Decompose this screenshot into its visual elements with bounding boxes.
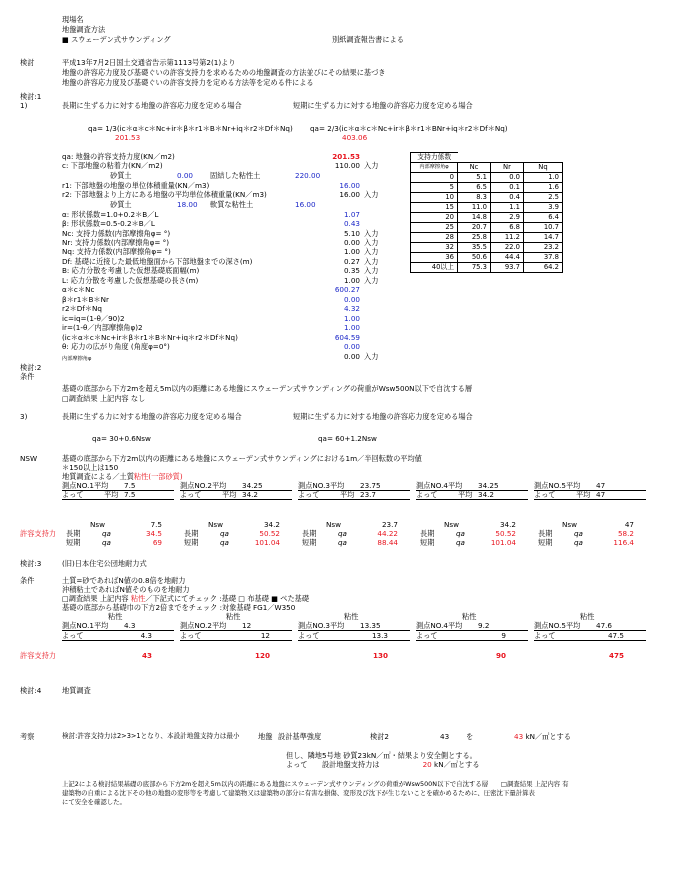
k3-cond-2: 沖積粘土であればN値そのものを地耐力 <box>62 585 190 594</box>
consider-line-3-post: kN／㎡とする <box>434 760 480 769</box>
k1-param-value: 1.00 <box>343 323 360 332</box>
k3-allow-value: 43 <box>141 651 152 660</box>
table-row <box>411 203 563 213</box>
allow-long-value: 50.52 <box>495 529 516 538</box>
table-title: 支持力係数 <box>411 153 458 163</box>
table-cell: 8.3 <box>458 193 491 203</box>
allow-nsw-label: Nsw <box>444 520 459 529</box>
table-row <box>411 193 563 203</box>
nsw-avg-value: 7.5 <box>124 490 136 499</box>
table-cell: 20.7 <box>458 223 491 233</box>
k3-cond-label: 条件 <box>20 576 35 585</box>
k1-param-value: 0.00 <box>343 238 360 247</box>
consider-label: 考察 <box>20 732 35 741</box>
allow-nsw-label: Nsw <box>90 520 105 529</box>
k1-param-label: β＊r1＊B＊Nr <box>62 295 109 304</box>
nsw-avg-word: 平均 <box>104 490 119 499</box>
nsw-avg-prefix: よって <box>298 490 320 499</box>
k1-param-value: 1.00 <box>343 276 360 285</box>
allow-long-label: 長期 <box>538 529 553 538</box>
nsw-avg-prefix: よって <box>62 490 84 499</box>
k1-sand2-label: 砂質土 <box>110 200 132 209</box>
k3-allow-value: 90 <box>495 651 506 660</box>
table-cell: 75.3 <box>458 263 491 273</box>
k1-sand-value: 0.00 <box>177 171 194 180</box>
k4-label: 検討:4 <box>20 686 42 695</box>
k3-avg-rule <box>180 640 292 641</box>
nsw-avg-word: 平均 <box>340 490 355 499</box>
nsw-avg-rule <box>180 499 292 500</box>
k3-point-name: 測点NO.5平均 <box>534 621 581 630</box>
k3-avg-rule <box>62 640 174 641</box>
k1-param-value: 5.10 <box>343 229 360 238</box>
allow-nsw-value: 34.2 <box>263 520 280 529</box>
nsw-point-name: 測点NO.2平均 <box>180 481 227 490</box>
allow-short-label: 短期 <box>184 538 199 547</box>
table-cell: 6.4 <box>524 213 563 223</box>
consider-unit: kN／㎡とする <box>525 732 571 741</box>
consider-val-red: 43 <box>514 732 524 741</box>
allow-long-label: 長期 <box>420 529 435 538</box>
k3-avg-prefix: よって <box>180 631 202 640</box>
nsw-point-name: 測点NO.1平均 <box>62 481 109 490</box>
table-cell: 1.0 <box>524 173 563 183</box>
table-row <box>411 263 563 273</box>
k1-param-input: 入力 <box>364 352 379 361</box>
k1-param-value: 0.00 <box>343 352 360 361</box>
allow-qa-long: qa <box>220 529 229 538</box>
table-cell: 3.9 <box>524 203 563 213</box>
nsw-avg-prefix: よって <box>534 490 556 499</box>
nsw-point-value: 7.5 <box>124 481 136 490</box>
table-row <box>411 183 563 193</box>
k3-point-value: 4.3 <box>124 621 136 630</box>
allow-nsw-value: 34.2 <box>499 520 516 529</box>
allow-qa-short: qa <box>102 538 111 547</box>
k3-soil-word: 粘性 <box>580 612 595 621</box>
k3-soil-word: 粘性 <box>226 612 241 621</box>
nsw-avg-word: 平均 <box>222 490 237 499</box>
table-cell: 0.4 <box>491 193 524 203</box>
k3-soil-word: 粘性 <box>462 612 477 621</box>
k3-avg-rule <box>298 640 410 641</box>
k1-result-long: 201.53 <box>115 133 141 142</box>
k3-cond-3-post: ／下記式にてチェック :基礎 □ 布基礎 ■ べた基礎 <box>145 594 310 603</box>
table-header-nr: Nr <box>491 163 524 173</box>
table-row <box>411 253 563 263</box>
k1-param-input: 入力 <box>364 276 379 285</box>
allow-nsw-label: Nsw <box>208 520 223 529</box>
k1-param-value: 0.27 <box>343 257 360 266</box>
k3-point-name: 測点NO.3平均 <box>298 621 345 630</box>
k1-label: 検討:1 <box>20 92 42 101</box>
nsw-label: NSW <box>20 454 38 463</box>
k1-param-input: 入力 <box>364 247 379 256</box>
table-cell: 93.7 <box>491 263 524 273</box>
table-cell: 6.5 <box>458 183 491 193</box>
k1-param-input: 入力 <box>364 161 379 170</box>
k3-point-name: 測点NO.2平均 <box>180 621 227 630</box>
k1-param-label: Nc: 支持力係数(内部摩擦角φ= °) <box>62 229 171 238</box>
consider-design-value: 20 <box>422 760 432 769</box>
k1-param-label: ic=iq=(1-θ／90)2 <box>62 314 125 323</box>
k1-param-label: r2: 下部地盤より上方にある地盤の平均単位体積重量(KN／m3) <box>62 190 267 199</box>
allow-nsw-label: Nsw <box>562 520 577 529</box>
nsw-avg-word: 平均 <box>576 490 591 499</box>
consider-para-2: 建築物の自重による沈下その他の地盤の変形等を考慮して建築物又は建築物の部分に有害な損傷、変形及び沈下が生じないことを確かめるために、圧密沈下量計算表 <box>62 789 535 797</box>
nsw-avg-value: 34.2 <box>478 490 495 499</box>
allow-qa-short: qa <box>574 538 583 547</box>
nsw-soil-value: 粘性(一部砂質) <box>133 472 183 481</box>
nsw-avg-prefix: よって <box>416 490 438 499</box>
k1-clay2-value: 16.00 <box>295 200 316 209</box>
k1-sand-label: 砂質土 <box>110 171 132 180</box>
table-cell: 2.9 <box>491 213 524 223</box>
nsw-point-value: 23.75 <box>360 481 381 490</box>
k2-cond-1: 基礎の底部から下方2mを超え5m以内の距離にある地盤にスウェーデン式サウンディングの荷重がWsw500N以下で自沈する層 <box>62 384 473 393</box>
k3-cond-3-pre: □調査結果 上記内容 <box>62 594 129 603</box>
site-name-label: 現場名 <box>62 15 84 24</box>
allow-qa-short: qa <box>338 538 347 547</box>
allow-short-value: 116.4 <box>613 538 634 547</box>
allow-qa-long: qa <box>574 529 583 538</box>
allow-long-value: 44.22 <box>377 529 398 538</box>
k3-point-value: 13.35 <box>360 621 381 630</box>
review-label: 検討 <box>20 58 35 67</box>
consider-line-3 <box>286 761 480 769</box>
allow-short-label: 短期 <box>66 538 81 547</box>
k2-label: 検討:2 <box>20 363 42 372</box>
table-cell: 1.6 <box>524 183 563 193</box>
table-row <box>411 243 563 253</box>
separate-report-note: 別紙調査報告書による <box>332 35 404 44</box>
table-cell: 5.1 <box>458 173 491 183</box>
consider-conclusion <box>514 733 571 741</box>
k1-formula-long: qa= 1/3(ic＊α＊c＊Nc+ir＊β＊r1＊B＊Nr+iq＊r2＊Df＊Nq) <box>88 124 293 133</box>
table-cell: 36 <box>411 253 458 263</box>
k1-short-desc: 短期に生ずる力に対する地盤の許容応力度を定める場合 <box>293 101 473 110</box>
nsw-avg-word: 平均 <box>458 490 473 499</box>
k3-point-value: 12 <box>242 621 252 630</box>
k1-param-label: Nq: 支持力係数(内部摩擦角φ= °) <box>62 247 171 256</box>
k3-point-value: 47.6 <box>596 621 613 630</box>
nsw-point-name: 測点NO.3平均 <box>298 481 345 490</box>
k1-param-input: 入力 <box>364 229 379 238</box>
k3-avg-prefix: よって <box>534 631 556 640</box>
table-cell: 15 <box>411 203 458 213</box>
allow-long-label: 長期 <box>66 529 81 538</box>
bearing-coefficient-table <box>410 152 563 273</box>
table-cell: 10.7 <box>524 223 563 233</box>
k1-param-input: 入力 <box>364 190 379 199</box>
table-cell: 6.8 <box>491 223 524 233</box>
k1-param-value: 1.07 <box>343 210 360 219</box>
nsw-desc: 基礎の底部から下方2m以内の距離にある地盤にスウェーデン式サウンディングにおける1m／半回転数の平均値 <box>62 454 422 463</box>
k2-cond-label: 条件 <box>20 372 35 381</box>
table-cell: 35.5 <box>458 243 491 253</box>
consider-std: 設計基準強度 <box>278 732 322 741</box>
consider-line-3-pre: よって 設計地盤支持力は <box>286 760 380 769</box>
k1-param-value: 0.35 <box>343 266 360 275</box>
allow-short-label: 短期 <box>302 538 317 547</box>
review-line-3: 地盤の許容応力度及び基礎ぐいの許容支持力を定める方法等を定める件による <box>62 78 314 87</box>
allow-long-label: 長期 <box>184 529 199 538</box>
k3-cond-4: 基礎の底部から基礎巾の下方2倍までをチェック :対象基礎 FG1／W350 <box>62 603 296 612</box>
table-cell: 32 <box>411 243 458 253</box>
k1-sand2-value: 18.00 <box>177 200 198 209</box>
nsw-point-value: 47 <box>596 481 606 490</box>
table-row <box>411 223 563 233</box>
k1-param-label: α: 形状係数=1.0+0.2＊B／L <box>62 210 159 219</box>
table-phi-header: 内部摩擦角φ <box>411 163 458 173</box>
table-header-nq: Nq <box>524 163 563 173</box>
k3-cond-1: 土質=砂であればN値の0.8倍を地耐力 <box>62 576 186 585</box>
allow-qa-long: qa <box>102 529 111 538</box>
nsw-soil-prefix: 地質調査による／土質 <box>62 472 134 481</box>
k3-avg-prefix: よって <box>62 631 84 640</box>
nsw-avg-prefix: よって <box>180 490 202 499</box>
k1-param-value: 0.00 <box>343 342 360 351</box>
nsw-avg-rule <box>534 499 646 500</box>
allow-nsw-label: Nsw <box>326 520 341 529</box>
k3-soil-word: 粘性 <box>108 612 123 621</box>
k3-avg-prefix: よって <box>416 631 438 640</box>
table-cell: 11.0 <box>458 203 491 213</box>
k1-long-desc: 長期に生ずる力に対する地盤の許容応力度を定める場合 <box>62 101 242 110</box>
allow-nsw-value: 7.5 <box>150 520 162 529</box>
table-row <box>411 233 563 243</box>
k3-point-name: 測点NO.4平均 <box>416 621 463 630</box>
k1-param-label: L: 応力分散を考慮した仮想基礎の長さ(m) <box>62 276 199 285</box>
k1-param-value: 1.00 <box>343 314 360 323</box>
allow-long-label: 長期 <box>302 529 317 538</box>
k2-long-desc: 長期に生ずる力に対する地盤の許容応力度を定める場合 <box>62 412 242 421</box>
k3-allow-value: 120 <box>254 651 270 660</box>
k1-param-label: B: 応力分散を考慮した仮想基礎底面幅(m) <box>62 266 200 275</box>
k3-allow-value: 130 <box>372 651 388 660</box>
k1-param-label: Nr: 支持力係数(内部摩擦角φ= °) <box>62 238 170 247</box>
k1-param-label: (ic＊α＊c＊Nc+ir＊β＊r1＊B＊Nr+iq＊r2＊Df＊Nq) <box>62 333 238 342</box>
k1-param-label: α＊c＊Nc <box>62 285 95 294</box>
k1-param-value: 201.53 <box>332 152 360 161</box>
allow-short-value: 101.04 <box>254 538 280 547</box>
table-cell: 1.1 <box>491 203 524 213</box>
method-label: 地盤調査方法 <box>62 25 106 34</box>
allow-short-label: 短期 <box>538 538 553 547</box>
k1-param-label: θ: 応力の広がり角度 (角度φ=0°) <box>62 342 170 351</box>
consider-lead: 検討:許容支持力は2>3>1となり、本設計地盤支持力は最小 <box>62 732 240 740</box>
table-cell: 28 <box>411 233 458 243</box>
nsw-note: ＊150以上は150 <box>62 463 119 472</box>
nsw-avg-value: 23.7 <box>360 490 377 499</box>
k2-short-desc: 短期に生ずる力に対する地盤の許容応力度を定める場合 <box>293 412 473 421</box>
k1-formula-short: qa= 2/3(ic＊α＊c＊Nc+ir＊β＊r1＊BNr+iq＊r2＊Df＊Nq) <box>310 124 508 133</box>
consider-para-3: にて安全を確認した。 <box>62 798 126 806</box>
table-cell: 25.8 <box>458 233 491 243</box>
table-cell: 10 <box>411 193 458 203</box>
allow-nsw-value: 47 <box>624 520 634 529</box>
allow-qa-short: qa <box>456 538 465 547</box>
table-cell: 11.2 <box>491 233 524 243</box>
table-row <box>411 213 563 223</box>
table-cell: 64.2 <box>524 263 563 273</box>
allow-short-value: 88.44 <box>377 538 398 547</box>
k2-num: 3) <box>20 412 28 421</box>
k3-cond-3-soil: 粘性 <box>130 594 146 603</box>
k3-allow-value: 475 <box>608 651 624 660</box>
k2-cond-2: □調査結果 上記内容 なし <box>62 394 146 403</box>
table-cell: 0.1 <box>491 183 524 193</box>
k1-param-input: 入力 <box>364 266 379 275</box>
k3-avg-rule <box>416 640 528 641</box>
k3-point-name: 測点NO.1平均 <box>62 621 109 630</box>
k3-point-value: 9.2 <box>478 621 490 630</box>
k1-param-input: 入力 <box>364 238 379 247</box>
table-cell: 25 <box>411 223 458 233</box>
k3-avg-value: 4.3 <box>140 631 152 640</box>
table-cell: 0 <box>411 173 458 183</box>
k2-formula-long: qa= 30+0.6Nsw <box>92 434 151 443</box>
k1-clay-label: 固結した粘性土 <box>210 171 261 180</box>
k3-soil-word: 粘性 <box>344 612 359 621</box>
k1-param-label: r1: 下部地盤の地盤の単位体積重量(KN／m3) <box>62 181 210 190</box>
table-cell: 22.0 <box>491 243 524 253</box>
k1-param-value: 604.59 <box>334 333 360 342</box>
consider-para-1: 上記2による検討結果基礎の底部から下方2mを超え5m以内の距離にある地盤にスウェーデン式サウンディングの荷重がWsw500N以下で自沈する層 □調査結果 上記内容 有 <box>62 780 569 788</box>
k1-param-value: 0.43 <box>343 219 360 228</box>
review-line-1: 平成13年7月2日国土交通省告示第1113号第2(1)より <box>62 58 236 67</box>
allow-long-value: 34.5 <box>145 529 162 538</box>
k2-formula-short: qa= 60+1.2Nsw <box>318 434 377 443</box>
k3-avg-rule <box>534 640 646 641</box>
table-cell: 20 <box>411 213 458 223</box>
nsw-avg-rule <box>416 499 528 500</box>
table-cell: 40以上 <box>411 263 458 273</box>
k1-param-value: 4.32 <box>343 304 360 313</box>
allow-qa-long: qa <box>456 529 465 538</box>
k1-param-value: 16.00 <box>339 190 360 199</box>
nsw-avg-value: 47 <box>596 490 606 499</box>
table-row <box>411 173 563 183</box>
consider-ground: 地盤 <box>258 732 273 741</box>
k4-title: 地質調査 <box>62 686 91 695</box>
k1-num: 1) <box>20 101 28 110</box>
allow-short-label: 短期 <box>420 538 435 547</box>
table-cell: 23.2 <box>524 243 563 253</box>
table-cell: 14.8 <box>458 213 491 223</box>
nsw-avg-rule <box>298 499 410 500</box>
k3-avg-value: 9 <box>501 631 506 640</box>
review-line-2: 地盤の許容応力度及び基礎ぐいの許容支持力を求めるための地盤調査の方法並びにその結果に基づき <box>62 68 386 77</box>
k3-allow-label: 許容支持力 <box>20 651 56 660</box>
table-cell: 14.7 <box>524 233 563 243</box>
consider-k2: 検討2 <box>370 732 389 741</box>
nsw-point-value: 34.25 <box>242 481 263 490</box>
table-cell: 5 <box>411 183 458 193</box>
consider-wo: を <box>466 732 474 741</box>
table-cell: 44.4 <box>491 253 524 263</box>
nsw-point-name: 測点NO.4平均 <box>416 481 463 490</box>
method-value: ■ スウェーデン式サウンディング <box>62 35 171 44</box>
k1-param-value: 110.00 <box>334 161 360 170</box>
k3-avg-value: 47.5 <box>607 631 624 640</box>
k3-avg-prefix: よって <box>298 631 320 640</box>
k1-phi-small: 内部摩擦角φ <box>62 356 92 362</box>
k1-param-label: ir=(1-θ／内部摩擦角φ)2 <box>62 323 143 332</box>
k1-param-label: β: 形状係数=0.5-0.2＊B／L <box>62 219 155 228</box>
allow-qa-short: qa <box>220 538 229 547</box>
allow-nsw-value: 23.7 <box>381 520 398 529</box>
allow-long-value: 58.2 <box>617 529 634 538</box>
allow-short-value: 69 <box>152 538 162 547</box>
k1-clay-value: 220.00 <box>295 171 321 180</box>
consider-line-2: 但し、隣地5号地 砂質23kN／㎡・結果より安全側とする。 <box>286 751 477 760</box>
nsw-avg-value: 34.2 <box>242 490 259 499</box>
allow-short-value: 101.04 <box>490 538 516 547</box>
allow-long-value: 50.52 <box>259 529 280 538</box>
k1-param-label: c: 下部地盤の粘着力(KN／m2) <box>62 161 163 170</box>
nsw-point-name: 測点NO.5平均 <box>534 481 581 490</box>
table-cell: 50.6 <box>458 253 491 263</box>
k1-clay2-label: 軟質な粘性土 <box>210 200 254 209</box>
k3-title: (旧)日本住宅公団地耐力式 <box>62 559 147 568</box>
k1-param-value: 600.27 <box>334 285 360 294</box>
table-header-nc: Nc <box>458 163 491 173</box>
allow-label: 許容支持力 <box>20 529 56 538</box>
k3-avg-value: 13.3 <box>371 631 388 640</box>
k1-param-value: 16.00 <box>339 181 360 190</box>
table-cell: 2.5 <box>524 193 563 203</box>
table-cell: 37.8 <box>524 253 563 263</box>
nsw-avg-rule <box>62 499 174 500</box>
k1-param-value: 0.00 <box>343 295 360 304</box>
nsw-point-value: 34.25 <box>478 481 499 490</box>
table-cell: 0.0 <box>491 173 524 183</box>
consider-val: 43 <box>440 732 450 741</box>
k1-param-label: Df: 基礎に近接した最低地盤面から下部地盤までの深さ(m) <box>62 257 253 266</box>
k1-param-value: 1.00 <box>343 247 360 256</box>
allow-qa-long: qa <box>338 529 347 538</box>
k1-param-label: qa: 地盤の許容支持力度(KN／m2) <box>62 152 175 161</box>
k1-param-input: 入力 <box>364 257 379 266</box>
k3-avg-value: 12 <box>260 631 270 640</box>
k3-label: 検討:3 <box>20 559 42 568</box>
k1-result-short: 403.06 <box>342 133 368 142</box>
k1-param-label: r2＊Df＊Nq <box>62 304 102 313</box>
